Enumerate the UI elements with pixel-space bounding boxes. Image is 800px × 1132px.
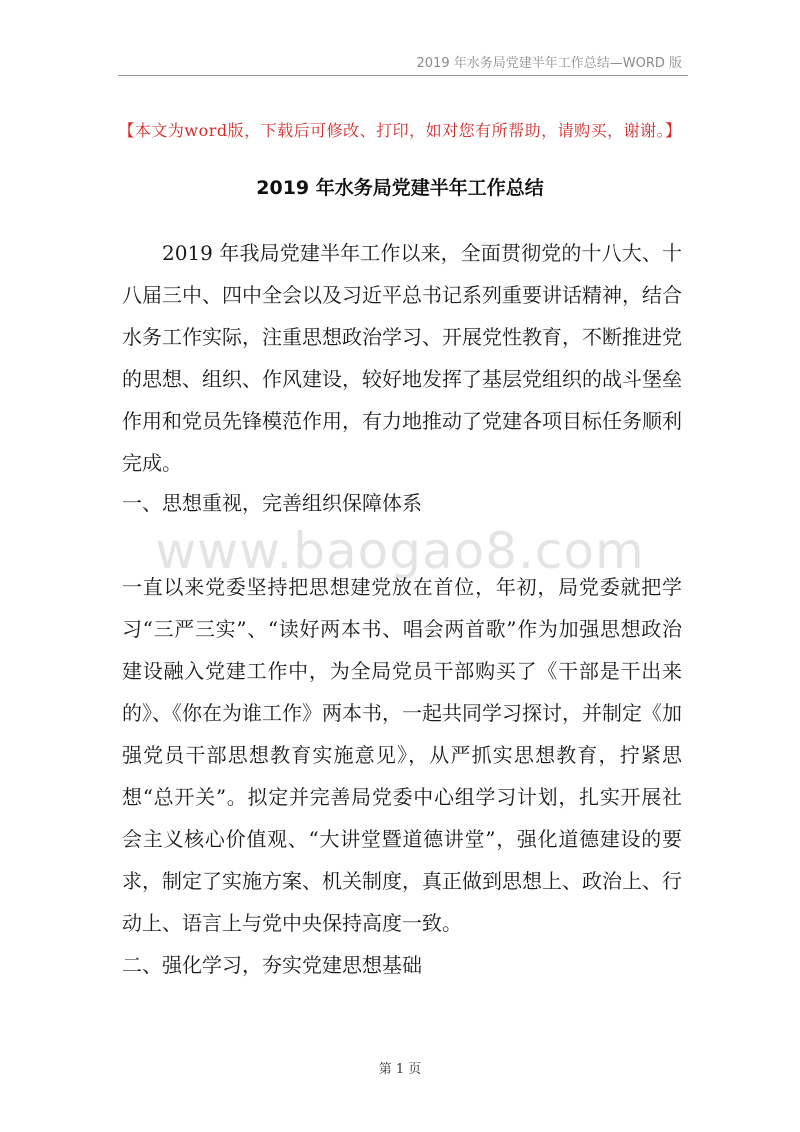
section-heading-1: 一、思想重视，完善组织保障体系	[122, 491, 422, 515]
section-heading-2: 二、强化学习，夯实党建思想基础	[122, 953, 422, 977]
section-1-paragraph: 一直以来党委坚持把思想建党放在首位，年初，局党委就把学习“三严三实”、“读好两本书、唱会两首歌”作为加强思想政治建设融入党建工作中，为全局党员干部购买了《干部是干出来的》、《你在为谁工作》两本书，一起共同学习探讨，并制定《加强党员干部思想教育实施意见》，从严抓实思想教育，拧紧思想“总开关”。拟定并完善局党委中心组学习计划，扎实开展社会主义核心价值观、“大讲堂暨道德讲堂”，强化道德建设的要求，制定了实施方案、机关制度，真正做到思想上、政治上、行动上、语言上与党中央保持高度一致。	[122, 575, 682, 935]
purchase-notice: 【本文为word版，下载后可修改、打印，如对您有所帮助，请购买，谢谢。】	[118, 121, 682, 140]
page-number: 第 1 页	[378, 1062, 422, 1077]
intro-paragraph: 2019 年我局党建半年工作以来，全面贯彻党的十八大、十八届三中、四中全会以及习近平总书记系列重要讲话精神，结合水务工作实际，注重思想政治学习、开展党性教育，不断推进党的思想、组织、作风建设，较好地发挥了基层党组织的战斗堡垒作用和党员先锋模范作用，有力地推动了党建各项目标任务顺利完成。	[122, 241, 682, 475]
running-header: 2019 年水务局党建半年工作总结—WORD 版	[416, 56, 682, 71]
document-title: 2019 年水务局党建半年工作总结	[256, 177, 544, 199]
header-divider	[118, 75, 688, 76]
watermark: www.baogao8.com	[155, 522, 645, 580]
